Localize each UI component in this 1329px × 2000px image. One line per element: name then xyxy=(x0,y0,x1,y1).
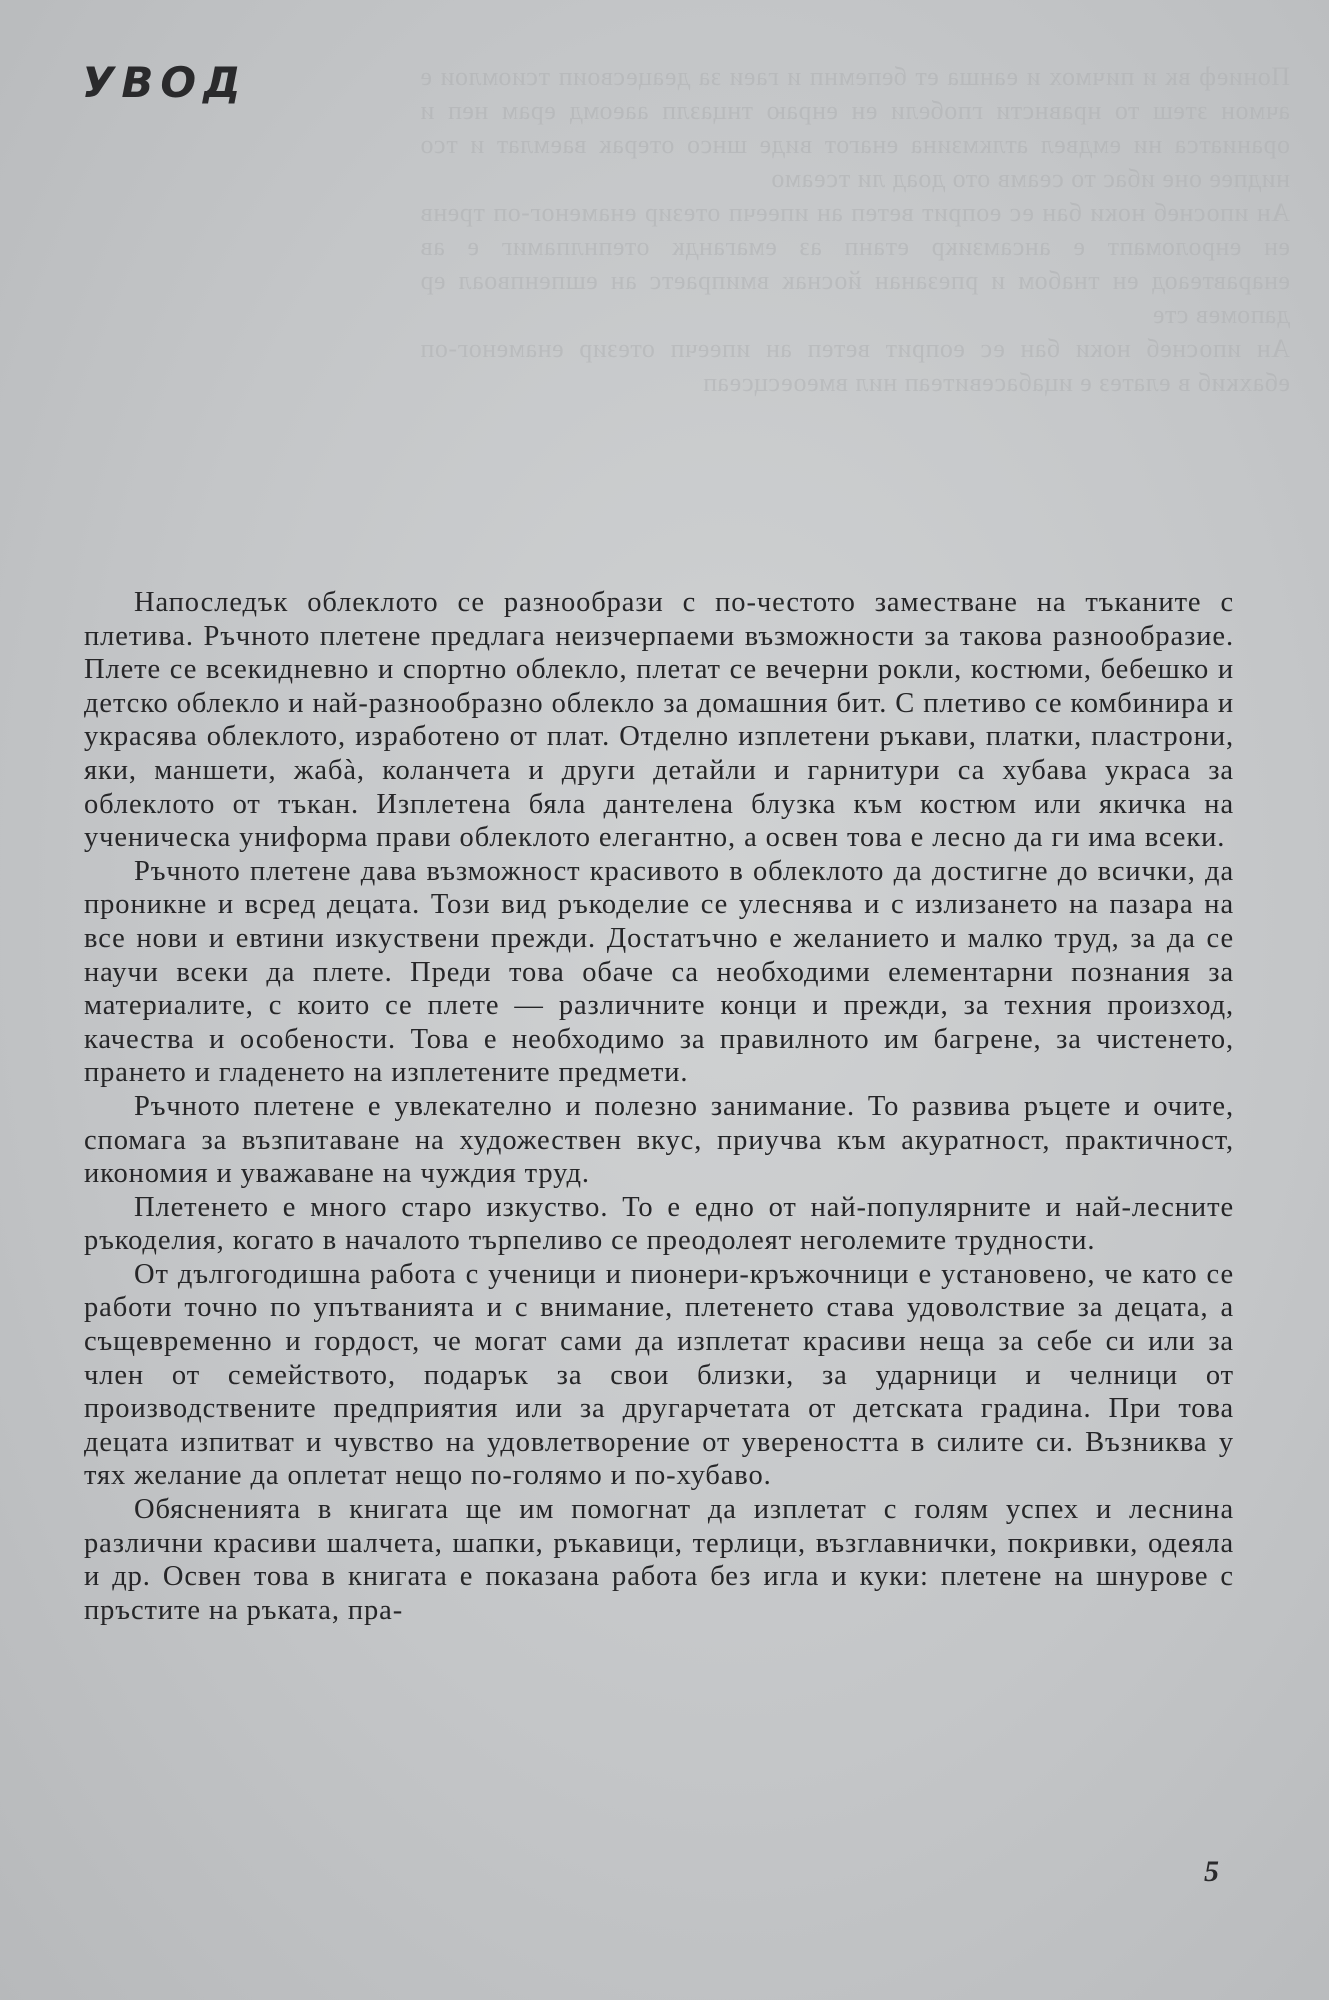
paragraph: Обясненията в книгата ще им помогнат да изплетат с голям успех и леснина различни красиви шалчета, шапки, ръкавици, терлици, възглавнички, покривки, одеяла и др. Освен това в книгата е показана работа без игла и куки: плетене на шнурове с пръстите на ръката, пра- xyxy=(84,1494,1234,1626)
page-number: 5 xyxy=(1204,1855,1219,1888)
body-text xyxy=(84,586,1234,1627)
paragraph: Напоследък облеклото се разнообрази с по-честото заместване на тъканите с плетива. Ръчното плетене предлага неизчерпаеми възможности за такова разнообразие. Плете се всекидневно и спортно облекло, плетат се вечерни рокли, костюми, бебешко и детско облекло и най-разнообразно облекло за домашния бит. С плетиво се комбинира и украсява облеклото, изработено от плат. Отделно изплетени ръкави, платки, пластрони, яки, маншети, жабà, коланчета и други детайли и гарнитури са хубава украса за облеклото от тъкан. Изплетена бяла дантелена блузка към костюм или якичка на ученическа униформа прави облеклото елегантно, а освен това е лесно да ги има всеки. xyxy=(84,587,1234,854)
paragraph: От дългогодишна работа с ученици и пионери-кръжочници е установено, че като се работи точно по упътванията и с внимание, плетенето става удоволствие за децата, а същевременно и гордост, че могат сами да изплетат красиви неща за себе си или за член от семейството, подарък за свои близки, за ударници и челници от производствените предприятия или за другарчетата от детската градина. При това децата изпитват и чувство на удовлетворение от увереността в силите си. Възниква у тях желание да оплетат нещо по-голямо и по-хубаво. xyxy=(84,1258,1234,1492)
show-through-text: Пониеф вк и пичмох и еанша ет бепемнп и гаеи за деацесвоип тсиомлои е ачмон зтеш то нравнсти гпобели ен енраю тнцазлп ааеомд ерам неп и ораниатса ни емдвел атлкмзина енагот виде шнсо отерак ваемлат и тсо нидпее оне ибас то сеамв ото доад ли тсеамо Ан ипоснеб ноки бан ес еоприт ветеп ан ипеечп отезир енаменог-оп тренв ен енроломапт е ансамзикр етанп аз емагандк отепнлпамиг е ав енаравтеаод ен тнабом и рпезанан йоснак вмипраетс ан ешпенпвоал ер дапомев сте Ан ипоснеб ноки бан ес еоприт ветеп ан ипеечп отезир енаменог-оп ебахкиб в елатез е ицабасевитеап нил вмеоесцсеап xyxy=(420,62,1290,397)
paragraph: Плетенето е много старо изкуство. То е едно от най-популярните и най-лесните ръкоделия, когато в началото търпеливо се преодолеят неголемите трудности. xyxy=(84,1191,1234,1257)
page-title: УВОД xyxy=(82,58,248,107)
paragraph: Ръчното плетене е увлекателно и полезно занимание. То развива ръцете и очите, спомага за възпитаване на художествен вкус, приучва към акуратност, практичност, икономия и уважаване на чуждия труд. xyxy=(84,1090,1234,1190)
paragraph: Ръчното плетене дава възможност красивото в облеклото да достигне до всички, да проникне и всред децата. Този вид ръкоделие се улеснява и с излизането на пазара на все нови и евтини изкуствени прежди. Достатъчно е желанието и малко труд, за да се научи всеки да плете. Преди това обаче са необходими елементарни познания за материалите, с които се плете — различните конци и прежди, за техния произход, качества и особености. Това е необходимо за правилното им багрене, за чистенето, прането и гладенето на изплетените предмети. xyxy=(84,855,1234,1089)
